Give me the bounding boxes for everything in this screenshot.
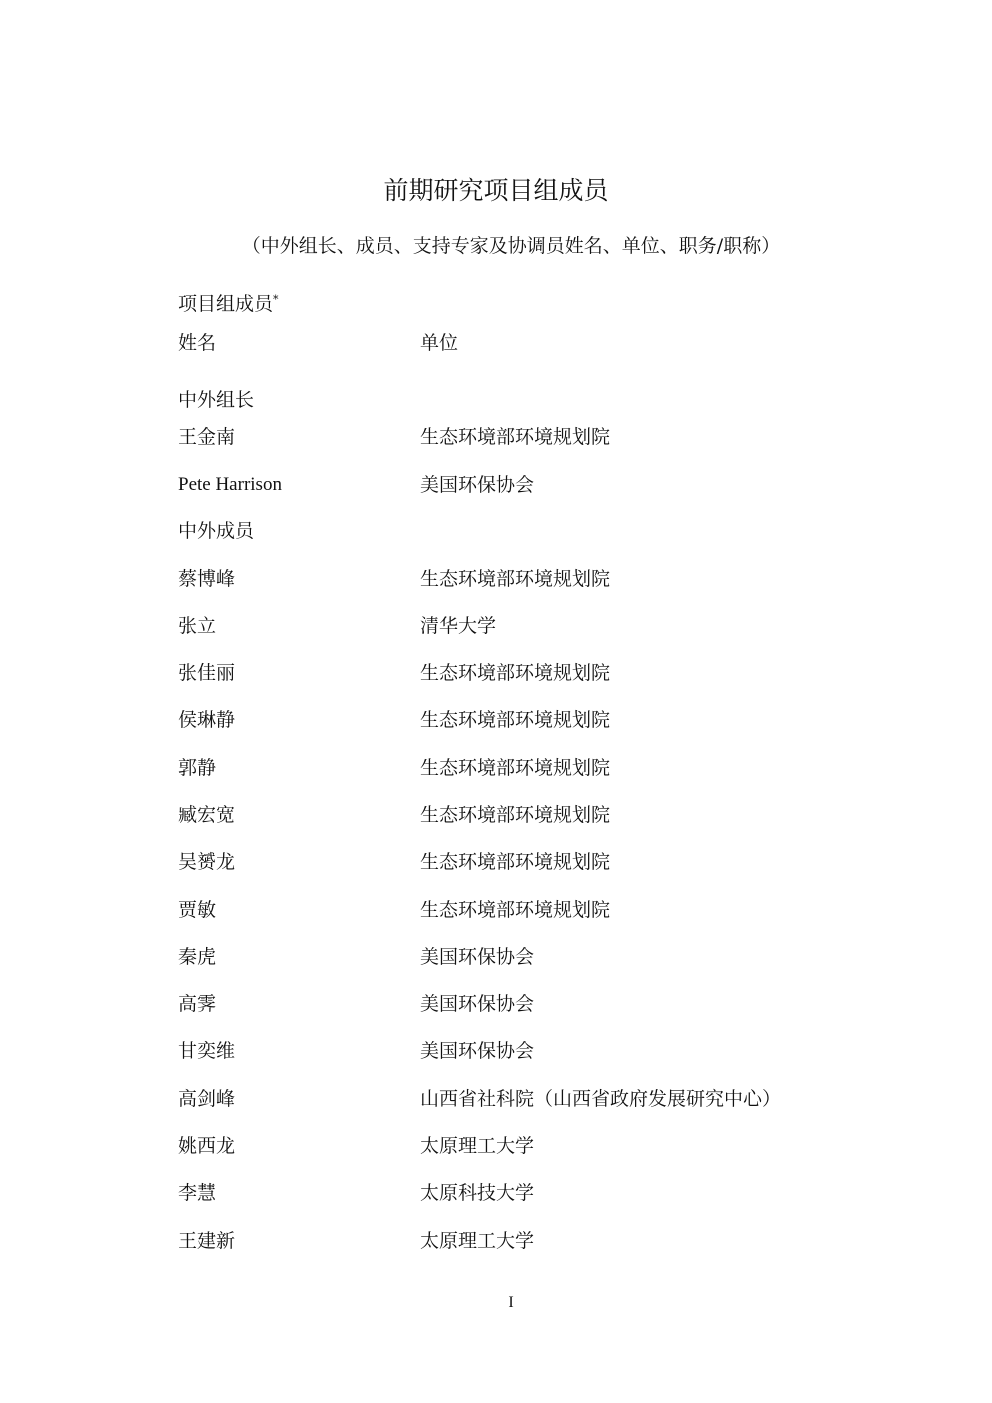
- member-name: Pete Harrison: [178, 474, 282, 495]
- member-unit: 清华大学: [420, 615, 497, 637]
- member-name: 高霁: [178, 993, 217, 1015]
- member-row: [178, 847, 878, 877]
- section-heading-mark: *: [273, 293, 279, 306]
- member-row: [178, 1084, 878, 1114]
- member-name: 吴赟龙: [178, 851, 236, 873]
- page-number: I: [508, 1294, 514, 1311]
- members-heading: [178, 516, 878, 546]
- table-header: [178, 328, 878, 358]
- member-unit: 太原科技大学: [420, 1182, 535, 1204]
- member-unit: 生态环境部环境规划院: [420, 899, 611, 921]
- member-unit: 美国环保协会: [420, 474, 535, 496]
- member-unit: 生态环境部环境规划院: [420, 662, 611, 684]
- section-heading: [178, 289, 878, 319]
- member-unit: 生态环境部环境规划院: [420, 709, 611, 731]
- member-name: 甘奕维: [178, 1040, 236, 1062]
- member-unit: 生态环境部环境规划院: [420, 568, 611, 590]
- member-unit: 生态环境部环境规划院: [420, 757, 611, 779]
- member-unit: 山西省社科院（山西省政府发展研究中心）: [420, 1088, 782, 1110]
- page-subtitle: （中外组长、成员、支持专家及协调员姓名、单位、职务/职称）: [241, 235, 781, 257]
- member-row: [178, 942, 878, 972]
- member-unit: 生态环境部环境规划院: [420, 426, 611, 448]
- member-row: [178, 611, 878, 641]
- member-name: 李慧: [178, 1182, 217, 1204]
- member-name: 臧宏宽: [178, 804, 236, 826]
- member-name: 张佳丽: [178, 662, 236, 684]
- leader-row: [178, 422, 878, 452]
- member-row: [178, 895, 878, 925]
- member-row: [178, 800, 878, 830]
- member-unit: 太原理工大学: [420, 1135, 535, 1157]
- member-unit: 太原理工大学: [420, 1230, 535, 1252]
- leader-row: [178, 470, 878, 500]
- member-name: 侯琳静: [178, 709, 236, 731]
- page-title: 前期研究项目组成员: [383, 176, 609, 205]
- member-name: 姚西龙: [178, 1135, 236, 1157]
- member-name: 贾敏: [178, 899, 217, 921]
- member-row: [178, 1036, 878, 1066]
- member-name: 王建新: [178, 1230, 236, 1252]
- unit-column-header: 单位: [420, 332, 459, 354]
- name-column-header: 姓名: [178, 332, 217, 354]
- member-unit: 美国环保协会: [420, 993, 535, 1015]
- member-row: [178, 564, 878, 594]
- members-heading-text: 中外成员: [178, 520, 255, 542]
- member-unit: 生态环境部环境规划院: [420, 851, 611, 873]
- member-name: 高剑峰: [178, 1088, 236, 1110]
- member-name: 秦虎: [178, 946, 217, 968]
- leaders-heading-text: 中外组长: [178, 389, 255, 411]
- member-row: [178, 658, 878, 688]
- member-name: 王金南: [178, 426, 236, 448]
- member-unit: 美国环保协会: [420, 1040, 535, 1062]
- member-name: 张立: [178, 615, 217, 637]
- member-row: [178, 705, 878, 735]
- member-row: [178, 1178, 878, 1208]
- leaders-heading: [178, 385, 878, 415]
- member-name: 郭静: [178, 757, 217, 779]
- member-row: [178, 1226, 878, 1256]
- section-heading-text: 项目组成员: [178, 293, 274, 315]
- member-row: [178, 753, 878, 783]
- member-unit: 美国环保协会: [420, 946, 535, 968]
- member-name: 蔡博峰: [178, 568, 236, 590]
- member-row: [178, 989, 878, 1019]
- member-row: [178, 1131, 878, 1161]
- member-unit: 生态环境部环境规划院: [420, 804, 611, 826]
